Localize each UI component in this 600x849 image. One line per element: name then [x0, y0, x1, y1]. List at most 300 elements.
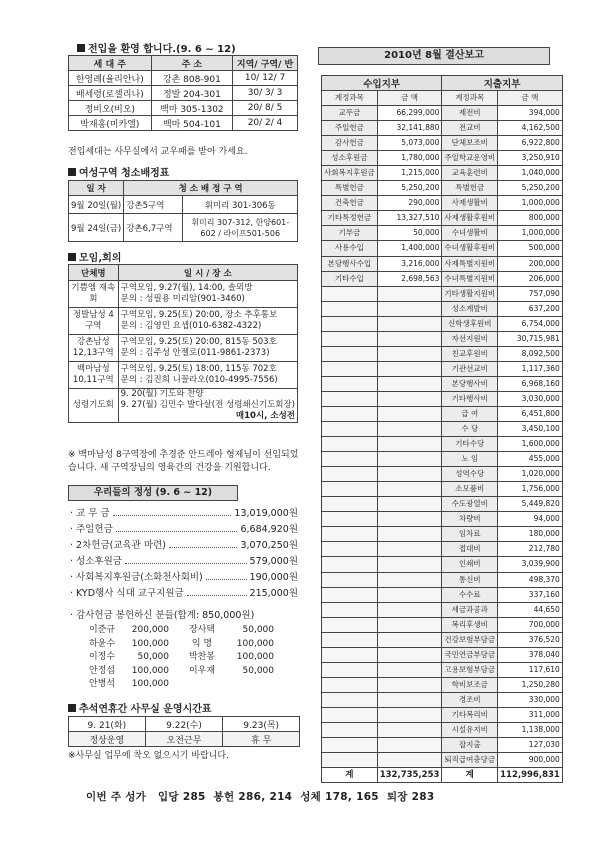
income-total-label: 계 — [322, 768, 378, 783]
offering-row — [70, 583, 298, 599]
offering-amount: 190,000원 — [249, 572, 298, 583]
meeting-line: 문의 : 김주성 안젤로(011-9861-2373) — [120, 348, 270, 358]
income-amount: 5,250,200 — [377, 181, 442, 196]
meetings-note: ※ 백마남성 8구역장에 추경준 안드레아 형제님이 선임되었습니다. 새 구역장님의 영육간의 건강을 기원합니다. — [68, 450, 299, 473]
table-row — [322, 662, 563, 677]
empty-cell — [377, 632, 442, 647]
thanks-row — [82, 624, 282, 638]
empty-cell — [377, 602, 442, 617]
meetings-table — [68, 264, 298, 423]
newcomers-table — [68, 55, 298, 131]
income-amount: 13,327,510 — [377, 211, 442, 226]
meetings-title: 모임,회의 — [79, 253, 122, 264]
thanks-name: 하윤수 — [88, 638, 116, 649]
empty-cell — [322, 587, 378, 602]
income-account: 교무금 — [322, 106, 378, 121]
expense-amount: 800,000 — [498, 211, 563, 226]
expense-header: 지출지부 — [442, 76, 562, 91]
meeting-line: 문의 : 김영민 요셉(010-6382-4322) — [120, 321, 262, 331]
expense-amount: 900,000 — [498, 753, 563, 768]
cleaning-date: 9월 24일(금) — [69, 214, 124, 242]
expense-account: 임차료 — [442, 527, 498, 542]
table-row — [69, 308, 298, 335]
square-bullet-icon — [77, 44, 85, 52]
empty-cell — [322, 617, 378, 632]
newcomer-cell: 강촌 808-901 — [151, 71, 233, 86]
empty-cell — [322, 557, 378, 572]
table-row — [69, 389, 298, 423]
empty-cell — [322, 738, 378, 753]
cleaning-header: 청 소 배 정 구 역 — [124, 181, 298, 196]
expense-amount: 378,040 — [498, 647, 563, 662]
empty-cell — [377, 662, 442, 677]
table-row — [322, 151, 563, 166]
newcomers-title-row — [77, 40, 236, 55]
newcomer-cell: 박재홍(미카엘) — [69, 116, 152, 131]
empty-cell — [377, 738, 442, 753]
empty-cell — [377, 437, 442, 452]
expense-account: 인쇄비 — [442, 557, 498, 572]
expense-account: 특별헌금 — [442, 181, 498, 196]
cleaning-detail: 휘미리 301-306동 — [183, 196, 298, 214]
dot-leader — [206, 579, 247, 580]
expense-amount: 6,922,800 — [498, 136, 563, 151]
empty-cell — [377, 467, 442, 482]
thanks-name: 안정섭 — [88, 665, 116, 676]
expense-amount: 394,000 — [498, 106, 563, 121]
table-row — [322, 196, 563, 211]
expense-account: 수녀생활후원비 — [442, 241, 498, 256]
income-amount: 1,400,000 — [377, 241, 442, 256]
expense-amount: 206,000 — [498, 271, 563, 286]
offering-label: · KYD행사 식대 교구지원금 — [70, 588, 184, 599]
empty-cell — [377, 722, 442, 737]
meeting-line: 구역모임, 9.27(월), 14:00, 솔뫼방 — [120, 283, 253, 293]
thanks-amount: 100,000 — [236, 638, 274, 649]
income-account: 주일헌금 — [322, 121, 378, 136]
empty-cell — [322, 361, 378, 376]
empty-cell — [322, 376, 378, 391]
thanks-title: · 감사헌금 봉헌하신 분들(합계: 850,000원) — [70, 610, 255, 621]
thanks-amount: 50,000 — [242, 665, 274, 676]
empty-cell — [322, 632, 378, 647]
table-row — [322, 452, 563, 467]
expense-account: 전교비 — [442, 121, 498, 136]
offering-amount: 3,070,250원 — [240, 540, 298, 551]
empty-cell — [377, 376, 442, 391]
table-row — [322, 572, 563, 587]
expense-amount: 311,000 — [498, 707, 563, 722]
empty-cell — [377, 301, 442, 316]
income-amount: 1,780,000 — [377, 151, 442, 166]
empty-cell — [322, 482, 378, 497]
income-account: 건축헌금 — [322, 196, 378, 211]
empty-cell — [322, 677, 378, 692]
expense-account: 기관선교비 — [442, 361, 498, 376]
holiday-status: 오전근무 — [145, 732, 223, 747]
expense-amount: 637,200 — [498, 301, 563, 316]
income-total: 132,735,253 — [377, 768, 442, 783]
expense-amount: 1,250,280 — [498, 677, 563, 692]
table-row — [322, 722, 563, 737]
table-row — [322, 482, 563, 497]
newcomer-cell: 백마 504-101 — [151, 116, 233, 131]
newcomers-note: 전입세대는 사무실에서 교우패를 받아 가세요. — [68, 147, 248, 157]
newcomer-cell: 20/ 2/ 4 — [233, 116, 298, 131]
newcomers-header: 주 소 — [151, 56, 233, 71]
empty-cell — [377, 497, 442, 512]
offering-row — [70, 503, 298, 519]
meeting-group: 정발남성 4구역 — [69, 308, 119, 335]
thanks-amount: 100,000 — [236, 652, 274, 662]
thanks-row — [82, 651, 282, 665]
expense-amount: 3,250,910 — [498, 151, 563, 166]
finance-col-header: 금 액 — [377, 91, 442, 106]
meeting-detail — [118, 389, 297, 423]
empty-cell — [322, 301, 378, 316]
holiday-status: 정상운영 — [69, 732, 146, 747]
empty-cell — [322, 497, 378, 512]
thanks-name: 박찬봉 — [188, 652, 216, 662]
meetings-title-row — [68, 249, 121, 264]
expense-amount: 3,039,900 — [498, 557, 563, 572]
expense-account: 사제생활후원비 — [442, 211, 498, 226]
empty-cell — [377, 286, 442, 301]
expense-amount: 455,000 — [498, 452, 563, 467]
newcomer-cell: 30/ 3/ 3 — [233, 86, 298, 101]
thanks-name: 이정수 — [88, 652, 116, 662]
table-row — [322, 376, 563, 391]
thanks-row — [82, 638, 282, 652]
table-row — [322, 136, 563, 151]
empty-cell — [377, 572, 442, 587]
expense-amount: 1,040,000 — [498, 166, 563, 181]
offering-row — [70, 551, 298, 567]
offerings-list — [70, 503, 298, 599]
income-account: 기타특정헌금 — [322, 211, 378, 226]
cleaning-table — [68, 180, 298, 242]
dot-leader — [169, 547, 238, 548]
table-row — [322, 497, 563, 512]
expense-account: 건강보험부담금 — [442, 632, 498, 647]
table-row — [69, 362, 298, 389]
empty-cell — [322, 707, 378, 722]
expense-amount: 3,030,000 — [498, 391, 563, 406]
expense-amount: 1,000,000 — [498, 196, 563, 211]
expense-amount: 6,451,800 — [498, 406, 563, 421]
table-row — [322, 121, 563, 136]
expense-account: 수녀생활비 — [442, 226, 498, 241]
table-row — [322, 406, 563, 421]
meeting-line: 9. 20(월) 기도와 찬양 — [120, 389, 204, 399]
expense-account: 친교후원비 — [442, 346, 498, 361]
empty-cell — [377, 482, 442, 497]
empty-cell — [377, 361, 442, 376]
thanks-name: 장사택 — [188, 625, 216, 635]
income-account: 본당행사수입 — [322, 256, 378, 271]
meeting-line: 9. 27(월) 김민수 발다살(전 성령쇄신기도회장) — [120, 400, 295, 410]
newcomer-cell: 20/ 8/ 5 — [233, 101, 298, 116]
empty-cell — [322, 527, 378, 542]
table-row — [322, 467, 563, 482]
meeting-detail — [118, 335, 297, 362]
expense-amount: 757,090 — [498, 286, 563, 301]
expense-account: 기타행사비 — [442, 391, 498, 406]
thanks-row — [82, 665, 282, 679]
expense-account: 차량비 — [442, 512, 498, 527]
table-row — [322, 346, 563, 361]
holiday-date: 9.23(목) — [223, 717, 300, 732]
dot-leader — [116, 531, 238, 532]
table-row — [322, 512, 563, 527]
expense-account: 수도광열비 — [442, 497, 498, 512]
table-row — [322, 617, 563, 632]
expense-amount: 376,520 — [498, 632, 563, 647]
square-bullet-icon — [68, 253, 76, 261]
table-row — [69, 71, 298, 86]
expense-amount: 44,650 — [498, 602, 563, 617]
empty-cell — [322, 391, 378, 406]
expense-amount: 127,030 — [498, 738, 563, 753]
meeting-line: 문의 : 김진희 니꼴라오(010-4995-7556) — [120, 375, 278, 385]
meeting-line: 구역모임, 9.25(토) 18:00, 115동 702호 — [120, 364, 277, 374]
empty-cell — [322, 437, 378, 452]
offering-amount: 579,000원 — [249, 556, 298, 567]
table-row — [322, 422, 563, 437]
thanks-amount: 100,000 — [131, 679, 169, 689]
expense-amount: 498,370 — [498, 572, 563, 587]
expense-account: 급 여 — [442, 406, 498, 421]
table-row — [322, 316, 563, 331]
dot-leader — [113, 515, 232, 516]
empty-cell — [322, 422, 378, 437]
finance-col-header: 계정과목 — [442, 91, 498, 106]
newcomers-header: 세 대 주 — [69, 56, 152, 71]
empty-cell — [322, 647, 378, 662]
meeting-group: 강촌남성 12,13구역 — [69, 335, 119, 362]
offering-row — [70, 519, 298, 535]
table-row — [322, 738, 563, 753]
holiday-title-row — [68, 700, 212, 715]
thanks-name: 이준규 — [88, 625, 116, 635]
empty-cell — [322, 346, 378, 361]
table-row — [322, 542, 563, 557]
cleaning-date: 9월 20일(월) — [69, 196, 124, 214]
empty-cell — [377, 316, 442, 331]
holiday-date: 9. 21(화) — [69, 717, 146, 732]
empty-cell — [377, 422, 442, 437]
table-row — [322, 361, 563, 376]
empty-cell — [322, 467, 378, 482]
table-row — [69, 86, 298, 101]
empty-cell — [377, 677, 442, 692]
offerings-title: 우리들의 정성 (9. 6 ~ 12) — [68, 485, 238, 501]
expense-amount: 1,117,360 — [498, 361, 563, 376]
income-amount: 5,073,000 — [377, 136, 442, 151]
table-row — [322, 211, 563, 226]
table-row — [322, 286, 563, 301]
thanks-row — [82, 678, 282, 692]
expense-account: 노 임 — [442, 452, 498, 467]
expense-amount: 94,000 — [498, 512, 563, 527]
table-row — [322, 677, 563, 692]
newcomer-cell: 한영례(율리안나) — [69, 71, 152, 86]
square-bullet-icon — [68, 168, 76, 176]
expense-account: 신학생후원비 — [442, 316, 498, 331]
empty-cell — [377, 527, 442, 542]
table-row — [69, 335, 298, 362]
income-amount: 66,299,000 — [377, 106, 442, 121]
expense-account: 단체보조비 — [442, 136, 498, 151]
expense-account: 교육훈련비 — [442, 166, 498, 181]
meeting-line: 매10시, 소성전 — [235, 411, 295, 421]
expense-account: 기타수당 — [442, 437, 498, 452]
cleaning-title: 여성구역 청소배정표 — [79, 168, 170, 179]
offering-label: · 교 무 금 — [70, 508, 110, 519]
income-account: 성소후원금 — [322, 151, 378, 166]
thanks-amount: 100,000 — [131, 638, 169, 649]
table-row — [322, 166, 563, 181]
income-account: 기부금 — [322, 226, 378, 241]
expense-account: 성소계발비 — [442, 301, 498, 316]
holiday-date: 9.22(수) — [145, 717, 223, 732]
expense-amount: 5,449,820 — [498, 497, 563, 512]
offering-amount: 6,684,920원 — [240, 524, 298, 535]
thanks-name: 익 명 — [191, 638, 213, 649]
empty-cell — [322, 512, 378, 527]
table-row — [322, 256, 563, 271]
newcomers-header: 지역/ 구역/ 반 — [233, 56, 298, 71]
empty-cell — [322, 331, 378, 346]
meeting-detail — [118, 281, 297, 308]
income-account: 특별헌금 — [322, 181, 378, 196]
thanks-name: 이우재 — [188, 665, 216, 676]
expense-account: 세금과공과 — [442, 602, 498, 617]
empty-cell — [377, 692, 442, 707]
table-row — [322, 106, 563, 121]
newcomer-cell: 백마 305-1302 — [151, 101, 233, 116]
expense-amount: 30,715,981 — [498, 331, 563, 346]
income-amount: 3,216,000 — [377, 256, 442, 271]
table-row — [322, 647, 563, 662]
expense-amount: 1,600,000 — [498, 437, 563, 452]
meeting-line: 구역모임, 9.25(토) 20:00, 815동 503호 — [120, 337, 277, 347]
footer-hymns: 이번 주 성가 입당 285 봉헌 286, 214 성체 178, 165 퇴장 283 — [86, 791, 435, 803]
finance-col-header: 금 액 — [498, 91, 563, 106]
newcomer-cell: 정발 204-301 — [151, 86, 233, 101]
thanks-amount: 50,000 — [242, 625, 274, 635]
expense-account: 본당행사비 — [442, 376, 498, 391]
expense-account: 수 당 — [442, 422, 498, 437]
finance-table — [321, 75, 563, 783]
expense-amount: 180,000 — [498, 527, 563, 542]
expense-amount: 1,000,000 — [498, 226, 563, 241]
empty-cell — [322, 286, 378, 301]
expense-amount: 500,000 — [498, 241, 563, 256]
expense-amount: 6,968,160 — [498, 376, 563, 391]
thanks-amount: 50,000 — [137, 652, 169, 662]
expense-amount: 6,754,000 — [498, 316, 563, 331]
expense-account: 사제생활비 — [442, 196, 498, 211]
expense-account: 제전비 — [442, 106, 498, 121]
meeting-group: 기쁨엠 재속회 — [69, 281, 119, 308]
empty-cell — [377, 557, 442, 572]
income-amount: 50,000 — [377, 226, 442, 241]
income-account: 사용수입 — [322, 241, 378, 256]
empty-cell — [322, 452, 378, 467]
meeting-detail — [118, 362, 297, 389]
table-row — [322, 241, 563, 256]
expense-account: 사제특별지원비 — [442, 256, 498, 271]
table-row — [322, 707, 563, 722]
meetings-header: 일 시 / 장 소 — [118, 265, 297, 281]
empty-cell — [322, 662, 378, 677]
expense-account: 경조비 — [442, 692, 498, 707]
empty-cell — [322, 406, 378, 421]
expense-account: 수녀특별지원비 — [442, 271, 498, 286]
table-row — [69, 101, 298, 116]
holiday-table — [68, 716, 300, 747]
table-row — [322, 557, 563, 572]
offering-label: · 주일헌금 — [70, 524, 113, 535]
empty-cell — [377, 647, 442, 662]
empty-cell — [377, 331, 442, 346]
expense-amount: 700,000 — [498, 617, 563, 632]
expense-account: 복리후생비 — [442, 617, 498, 632]
expense-amount: 330,000 — [498, 692, 563, 707]
empty-cell — [377, 346, 442, 361]
empty-cell — [322, 572, 378, 587]
income-account: 기타수입 — [322, 271, 378, 286]
expense-account: 기타복리비 — [442, 707, 498, 722]
table-row — [322, 602, 563, 617]
thanks-name: 안병석 — [88, 679, 116, 689]
expense-account: 국민연금부담금 — [442, 647, 498, 662]
table-row — [322, 692, 563, 707]
table-row — [322, 527, 563, 542]
income-account: 사회복지후원금 — [322, 166, 378, 181]
empty-cell — [322, 753, 378, 768]
offering-amount: 215,000원 — [249, 588, 298, 599]
table-row — [322, 226, 563, 241]
empty-cell — [377, 406, 442, 421]
expense-account: 고용보험부담금 — [442, 662, 498, 677]
expense-total-label: 계 — [442, 768, 498, 783]
empty-cell — [377, 391, 442, 406]
expense-amount: 337,160 — [498, 587, 563, 602]
expense-account: 퇴직급여충당금 — [442, 753, 498, 768]
table-row — [322, 271, 563, 286]
expense-account: 기타생활지원비 — [442, 286, 498, 301]
dot-leader — [125, 563, 247, 564]
table-row — [322, 391, 563, 406]
newcomer-cell: 배세령(로셀리나) — [69, 86, 152, 101]
expense-account: 잡지출 — [442, 738, 498, 753]
meeting-line: 구역모임, 9.25(토) 20:00, 장소 추후통보 — [120, 310, 278, 320]
income-amount: 1,215,000 — [377, 166, 442, 181]
expense-amount: 200,000 — [498, 256, 563, 271]
holiday-status: 휴 무 — [223, 732, 300, 747]
holiday-title: 추석연휴간 사무실 운영시간표 — [79, 704, 212, 715]
cleaning-detail: 휘미리 307-312, 한양601-602 / 라이프501-506 — [183, 214, 298, 242]
cleaning-area: 강촌6,7구역 — [124, 214, 183, 242]
thanks-name — [177, 678, 227, 692]
table-row — [322, 753, 563, 768]
empty-cell — [377, 512, 442, 527]
dot-leader — [187, 595, 247, 596]
empty-cell — [377, 587, 442, 602]
cleaning-header: 일 자 — [69, 181, 124, 196]
